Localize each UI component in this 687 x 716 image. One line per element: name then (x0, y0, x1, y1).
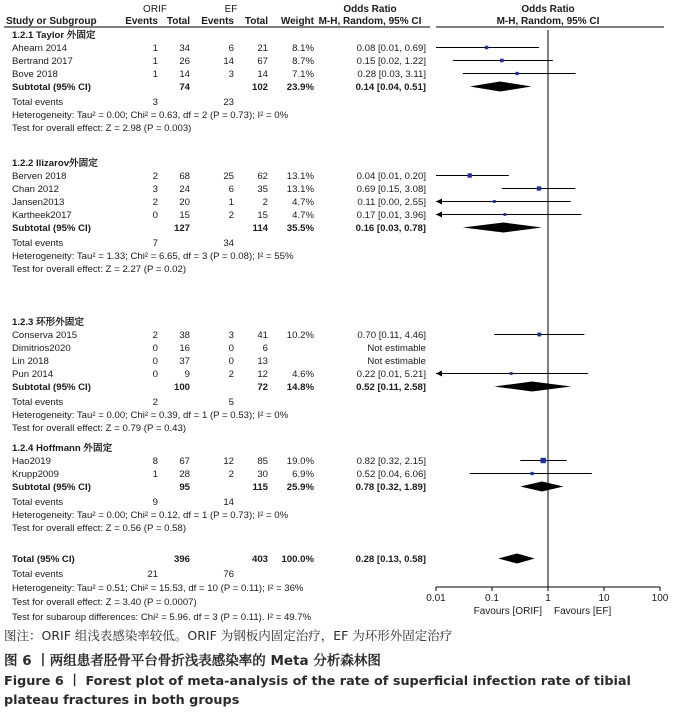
events-ef: 2 (228, 369, 234, 380)
total-ef: 14 (257, 69, 268, 80)
weight-header: Weight (280, 16, 314, 27)
total-ef: 15 (257, 210, 268, 221)
subgroup-total-events-label: Total events (12, 97, 64, 108)
subgroup-differences-test: Test for subaroup differences: Chi² = 5.96. df = 3 (P = 0.11). I² = 49.7% (12, 612, 312, 623)
subgroup-title: 1.2.4 Hoffmann 外固定 (12, 443, 113, 454)
events-orif: 1 (152, 469, 158, 480)
events-header-ef: Events (201, 16, 234, 27)
study-weight: 13.1% (286, 171, 314, 182)
subtotal-diamond (463, 223, 542, 233)
subgroup-title: 1.2.2 Ilizarov外固定 (12, 158, 98, 169)
total-orif: 14 (179, 69, 190, 80)
subtotal-weight: 35.5% (286, 223, 314, 234)
plot-header-title: Odds Ratio (521, 4, 575, 15)
events-orif: 8 (152, 456, 158, 467)
study-header: Study or Subgroup (6, 16, 97, 27)
study-ci: 0.17 [0.01, 3.96] (356, 210, 426, 221)
study-ci: Not estimable (367, 356, 426, 367)
subgroup-heterogeneity: Heterogeneity: Tau² = 0.00; Chi² = 0.39, df = 1 (P = 0.53); I² = 0% (12, 410, 289, 421)
subtotal-diamond (494, 382, 571, 392)
events-ef: 6 (228, 184, 234, 195)
study-ci: 0.69 [0.15, 3.08] (356, 184, 426, 195)
subgroup-heterogeneity: Heterogeneity: Tau² = 1.33; Chi² = 6.65, df = 3 (P = 0.08); I² = 55% (12, 251, 294, 262)
total-orif: 9 (184, 369, 190, 380)
group-label-ef: EF (224, 4, 238, 15)
ci-arrow-left (436, 371, 442, 377)
figure-caption-en: Figure 6 丨 Forest plot of meta-analysis of the rate of superficial infection rate of tibial plateau fractures in both groups (4, 674, 631, 708)
subtotal-n-orif: 95 (179, 482, 190, 493)
total-ef: 2 (262, 197, 268, 208)
study-name: Ahearn 2014 (12, 43, 67, 54)
events-header-orif: Events (125, 16, 158, 27)
figure-caption-cn: 图 6 丨两组患者胫骨平台骨折浅表感染率的 Meta 分析森林图 (4, 653, 381, 669)
total-orif: 26 (179, 56, 190, 67)
subtotal-label: Subtotal (95% CI) (12, 482, 91, 493)
subgroup-overall-effect: Test for overall effect: Z = 0.56 (P = 0.58) (12, 523, 187, 534)
total-orif: 67 (179, 456, 190, 467)
study-name: Dimitrios2020 (12, 343, 71, 354)
study-name: Jansen2013 (12, 197, 65, 208)
x-axis-tick-label: 0.01 (426, 593, 446, 604)
subtotal-n-orif: 74 (179, 82, 190, 93)
subgroup-overall-effect: Test for overall effect: Z = 2.98 (P = 0.003) (12, 123, 192, 134)
subtotal-n-ef: 115 (252, 482, 268, 493)
study-name: Conserva 2015 (12, 330, 78, 341)
events-ef: 12 (223, 456, 234, 467)
effect-marker (537, 186, 541, 190)
total-n-ef: 403 (251, 554, 268, 565)
study-name: Berven 2018 (12, 171, 67, 182)
ci-arrow-left (436, 212, 442, 218)
effect-marker (515, 72, 518, 75)
effect-marker (530, 472, 533, 475)
total-orif: 28 (179, 469, 190, 480)
x-axis-tick-label: 0.1 (485, 593, 499, 604)
study-ci: Not estimable (367, 343, 426, 354)
subgroup-title: 1.2.1 Taylor 外固定 (12, 30, 96, 41)
subgroup-overall-effect: Test for overall effect: Z = 2.27 (P = 0.02) (12, 264, 187, 275)
events-ef: 0 (228, 343, 234, 354)
subgroup-total-events-label: Total events (12, 397, 64, 408)
events-orif: 0 (152, 210, 158, 221)
total-orif: 15 (179, 210, 190, 221)
total-ef: 35 (257, 184, 268, 195)
subgroup-total-events-orif: 9 (152, 497, 158, 508)
total-orif: 20 (179, 197, 190, 208)
study-name: Krupp2009 (12, 469, 59, 480)
plot-header-method: M-H, Random, 95% CI (496, 16, 600, 27)
total-ef: 41 (257, 330, 268, 341)
study-ci: 0.52 [0.04, 6.06] (356, 469, 426, 480)
subgroup-total-events-orif: 7 (152, 238, 158, 249)
subtotal-label: Subtotal (95% CI) (12, 223, 91, 234)
effect-header-method: M-H, Random, 95% CI (318, 16, 422, 27)
total-orif: 16 (179, 343, 190, 354)
total-ef: 12 (257, 369, 268, 380)
effect-marker (493, 200, 496, 203)
x-axis-tick-label: 1 (545, 593, 551, 604)
study-ci: 0.82 [0.32, 2.15] (356, 456, 426, 467)
total-overall-effect: Test for overall effect: Z = 3.40 (P = 0.0007) (12, 597, 197, 608)
subgroup-overall-effect: Test for overall effect: Z = 0.79 (P = 0.43) (12, 423, 187, 434)
subtotal-label: Subtotal (95% CI) (12, 82, 91, 93)
events-orif: 2 (152, 330, 158, 341)
study-name: Bove 2018 (12, 69, 58, 80)
subgroup-title: 1.2.3 环形外固定 (12, 317, 84, 328)
study-ci: 0.15 [0.02, 1.22] (356, 56, 426, 67)
total-header-ef: Total (244, 16, 268, 27)
total-ef: 85 (257, 456, 268, 467)
x-axis-tick-label: 10 (598, 593, 610, 604)
events-ef: 3 (228, 69, 234, 80)
subtotal-ci: 0.14 [0.04, 0.51] (355, 82, 426, 93)
subtotal-diamond (470, 82, 532, 92)
subgroup-total-events-ef: 34 (223, 238, 234, 249)
events-orif: 2 (152, 171, 158, 182)
total-weight: 100.0% (281, 554, 314, 565)
subtotal-weight: 25.9% (286, 482, 314, 493)
events-ef: 14 (223, 56, 234, 67)
subgroup-total-events-ef: 23 (223, 97, 234, 108)
events-ef: 0 (228, 356, 234, 367)
events-orif: 0 (152, 356, 158, 367)
subtotal-n-ef: 72 (257, 382, 268, 393)
events-ef: 1 (228, 197, 234, 208)
figure-note: 图注：ORIF 组浅表感染率较低。ORIF 为钢板内固定治疗，EF 为环形外固定治疗 (4, 628, 453, 643)
x-axis-tick-label: 100 (651, 593, 669, 604)
study-name: Pun 2014 (12, 369, 54, 380)
effect-marker (503, 213, 506, 216)
subtotal-ci: 0.78 [0.32, 1.89] (355, 482, 426, 493)
subtotal-weight: 23.9% (286, 82, 314, 93)
study-ci: 0.70 [0.11, 4.46] (357, 330, 426, 341)
total-ef: 67 (257, 56, 268, 67)
events-ef: 2 (228, 469, 234, 480)
study-ci: 0.22 [0.01, 5.21] (356, 369, 426, 380)
subtotal-n-ef: 114 (252, 223, 268, 234)
study-weight: 6.9% (292, 469, 314, 480)
study-weight: 7.1% (292, 69, 314, 80)
total-header-orif: Total (166, 16, 190, 27)
effect-marker (468, 173, 472, 177)
study-name: Hao2019 (12, 456, 51, 467)
group-label-orif: ORIF (143, 4, 167, 15)
study-ci: 0.04 [0.01, 0.20] (356, 171, 426, 182)
effect-header-title: Odds Ratio (343, 4, 397, 15)
subgroup-total-events-ef: 14 (223, 497, 234, 508)
study-name: Lin 2018 (12, 356, 49, 367)
subtotal-ci: 0.16 [0.03, 0.78] (355, 223, 426, 234)
effect-marker (500, 59, 504, 63)
events-orif: 0 (152, 369, 158, 380)
total-orif: 37 (179, 356, 190, 367)
study-name: Chan 2012 (12, 184, 59, 195)
subtotal-n-orif: 127 (173, 223, 190, 234)
events-ef: 6 (228, 43, 234, 54)
subtotal-n-orif: 100 (173, 382, 190, 393)
events-orif: 1 (152, 43, 158, 54)
total-events-orif: 21 (147, 569, 158, 580)
total-events-ef: 76 (223, 569, 234, 580)
total-ef: 6 (262, 343, 268, 354)
effect-marker (540, 458, 545, 463)
study-name: Bertrand 2017 (12, 56, 73, 67)
study-weight: 13.1% (286, 184, 314, 195)
total-ef: 30 (257, 469, 268, 480)
events-orif: 1 (152, 69, 158, 80)
study-weight: 10.2% (286, 330, 314, 341)
ci-arrow-left (436, 199, 442, 205)
subtotal-ci: 0.52 [0.11, 2.58] (356, 382, 426, 393)
subgroup-total-events-label: Total events (12, 497, 64, 508)
total-orif: 34 (179, 43, 190, 54)
subtotal-label: Subtotal (95% CI) (12, 382, 91, 393)
study-weight: 19.0% (286, 456, 314, 467)
events-ef: 3 (228, 330, 234, 341)
events-ef: 25 (223, 171, 234, 182)
subtotal-weight: 14.8% (286, 382, 314, 393)
total-ci: 0.28 [0.13, 0.58] (355, 554, 426, 565)
total-ef: 13 (257, 356, 268, 367)
total-label: Total (95% CI) (12, 554, 75, 565)
effect-marker (510, 372, 513, 375)
total-heterogeneity: Heterogeneity: Tau² = 0.51; Chi² = 15.53, df = 10 (P = 0.11); I² = 36% (12, 583, 304, 594)
events-orif: 0 (152, 343, 158, 354)
subtotal-n-ef: 102 (251, 82, 268, 93)
study-weight: 4.7% (292, 197, 314, 208)
study-ci: 0.28 [0.03, 3.11] (357, 69, 426, 80)
study-ci: 0.08 [0.01, 0.69] (356, 43, 426, 54)
subgroup-total-events-label: Total events (12, 238, 64, 249)
subgroup-total-events-ef: 5 (228, 397, 234, 408)
effect-marker (537, 333, 541, 337)
subgroup-total-events-orif: 2 (152, 397, 158, 408)
study-ci: 0.11 [0.00, 2.55] (357, 197, 426, 208)
study-weight: 4.7% (292, 210, 314, 221)
total-events-label: Total events (12, 569, 64, 580)
subtotal-diamond (520, 482, 563, 492)
total-n-orif: 396 (173, 554, 190, 565)
subgroup-total-events-orif: 3 (152, 97, 158, 108)
favours-orif-label: Favours [ORIF] (473, 606, 542, 617)
subgroup-heterogeneity: Heterogeneity: Tau² = 0.00; Chi² = 0.12, df = 1 (P = 0.73); I² = 0% (12, 510, 289, 521)
total-ef: 21 (257, 43, 268, 54)
study-weight: 8.7% (292, 56, 314, 67)
effect-marker (485, 46, 488, 49)
events-orif: 3 (152, 184, 158, 195)
total-orif: 68 (179, 171, 190, 182)
events-orif: 1 (152, 56, 158, 67)
events-ef: 2 (228, 210, 234, 221)
favours-ef-label: Favours [EF] (554, 606, 612, 617)
total-orif: 38 (179, 330, 190, 341)
events-orif: 2 (152, 197, 158, 208)
total-orif: 24 (179, 184, 190, 195)
study-name: Kartheek2017 (12, 210, 72, 221)
study-weight: 4.6% (292, 369, 314, 380)
total-ef: 62 (257, 171, 268, 182)
total-diamond (498, 554, 534, 564)
subgroup-heterogeneity: Heterogeneity: Tau² = 0.00; Chi² = 0.63, df = 2 (P = 0.73); I² = 0% (12, 110, 289, 121)
study-weight: 8.1% (292, 43, 314, 54)
